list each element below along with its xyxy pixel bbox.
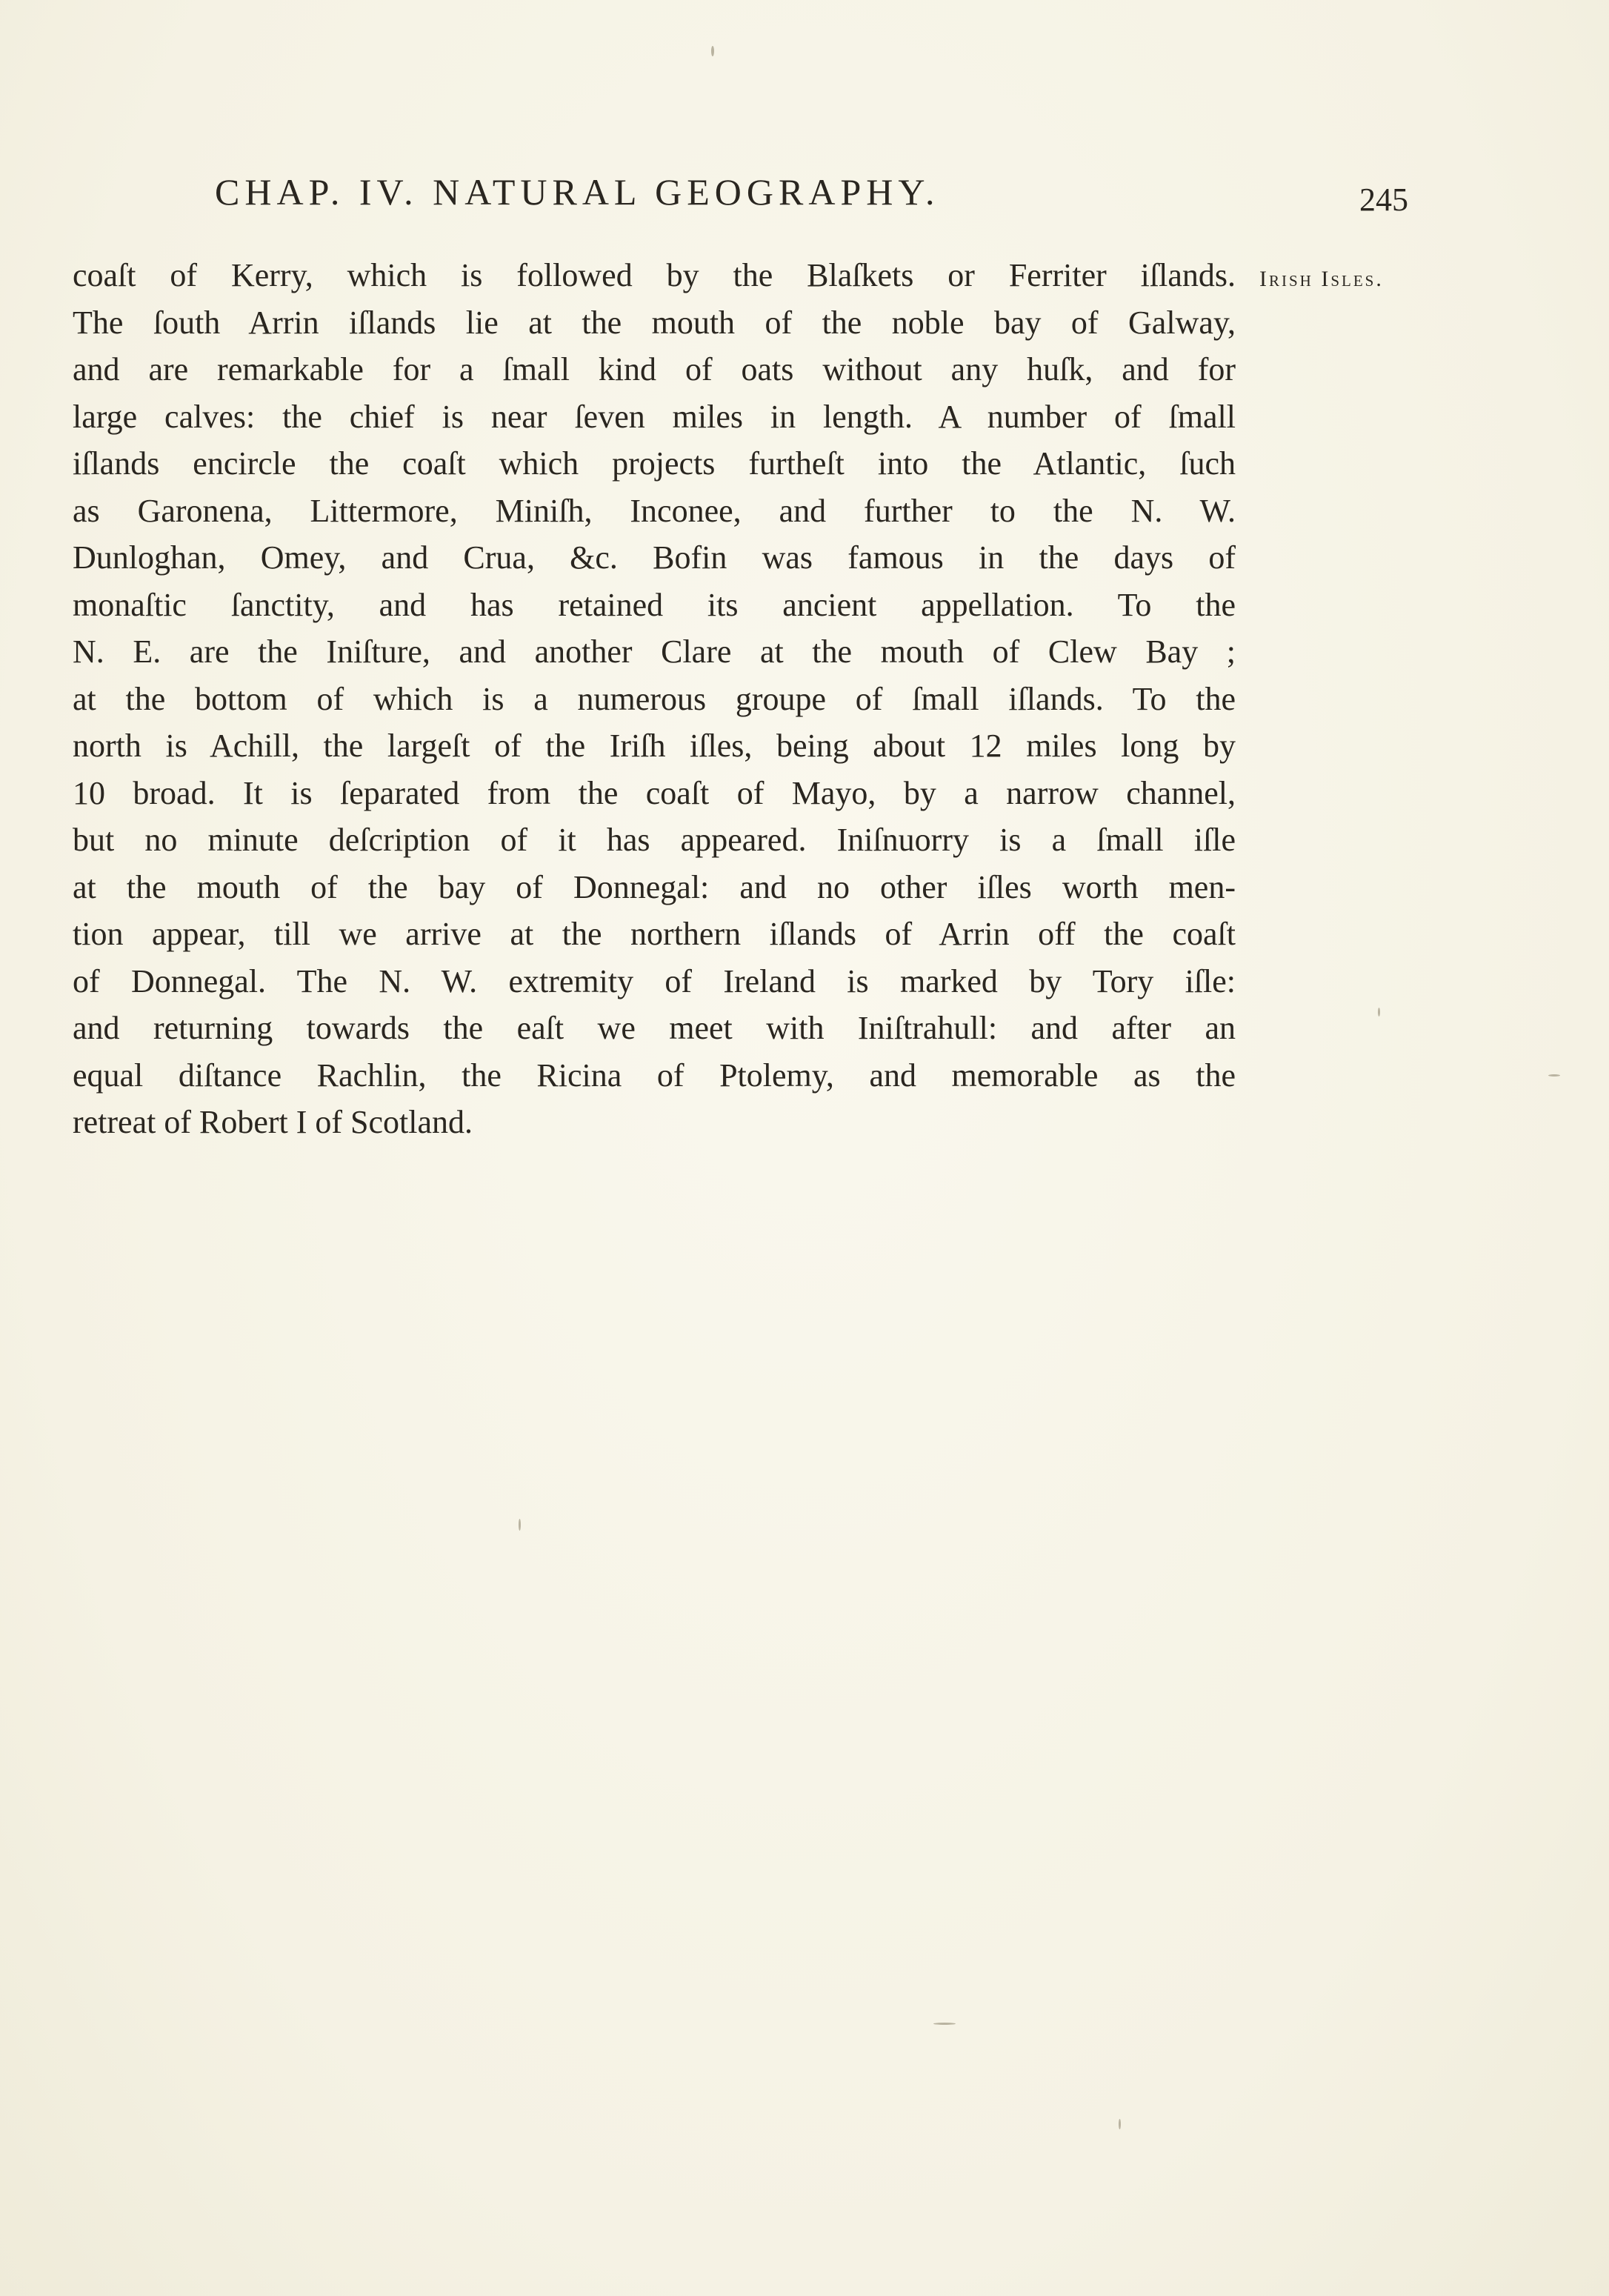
text-line: large calves: the chief is near ſeven miles in length. A number of ſmall	[73, 398, 1236, 435]
text-line: equal diſtance Rachlin, the Ricina of Ptolemy, and memorable as the	[73, 1057, 1236, 1094]
text-line: at the bottom of which is a numerous groupe of ſmall iſlands. To the	[73, 680, 1236, 717]
paper-speck	[933, 2023, 956, 2025]
text-line: retreat of Robert I of Scotland.	[73, 1104, 473, 1140]
text-line: at the mouth of the bay of Donnegal: and no other iſles worth men-	[73, 868, 1236, 905]
body-text	[73, 252, 1236, 1146]
text-line: but no minute deſcription of it has appeared. Iniſnuorry is a ſmall iſle	[73, 822, 1236, 858]
page-number: 245	[1359, 182, 1408, 218]
text-line: coaſt of Kerry, which is followed by the Blaſkets or Ferriter iſlands.	[73, 257, 1236, 293]
text-line: Dunloghan, Omey, and Crua, &c. Bofin was famous in the days of	[73, 539, 1236, 576]
paper-speck	[1119, 2119, 1121, 2129]
paper-speck	[1548, 1074, 1560, 1077]
text-line: as Garonena, Littermore, Miniſh, Inconee, and further to the N. W.	[73, 492, 1236, 529]
paper-speck	[1378, 1008, 1380, 1016]
margin-note: Irish Isles.	[1259, 267, 1384, 291]
text-line: and returning towards the eaſt we meet with Iniſtrahull: and after an	[73, 1010, 1236, 1046]
text-line: north is Achill, the largeſt of the Iriſh iſles, being about 12 miles long by	[73, 728, 1236, 764]
text-line: The ſouth Arrin iſlands lie at the mouth of the noble bay of Galway,	[73, 304, 1236, 341]
text-line: and are remarkable for a ſmall kind of oats without any huſk, and for	[73, 351, 1236, 387]
text-line: iſlands encircle the coaſt which projects furtheſt into the Atlantic, ſuch	[73, 445, 1236, 482]
text-line: 10 broad. It is ſeparated from the coaſt of Mayo, by a narrow channel,	[73, 774, 1236, 811]
paper-speck	[711, 46, 714, 56]
running-head: CHAP. IV. NATURAL GEOGRAPHY.	[215, 171, 940, 213]
text-line: monaſtic ſanctity, and has retained its ancient appellation. To the	[73, 586, 1236, 623]
paper-speck	[519, 1519, 521, 1531]
text-line: N. E. are the Iniſture, and another Clare at the mouth of Clew Bay ;	[73, 633, 1236, 670]
text-line: of Donnegal. The N. W. extremity of Ireland is marked by Tory iſle:	[73, 962, 1236, 999]
text-line: tion appear, till we arrive at the northern iſlands of Arrin off the coaſt	[73, 916, 1236, 952]
